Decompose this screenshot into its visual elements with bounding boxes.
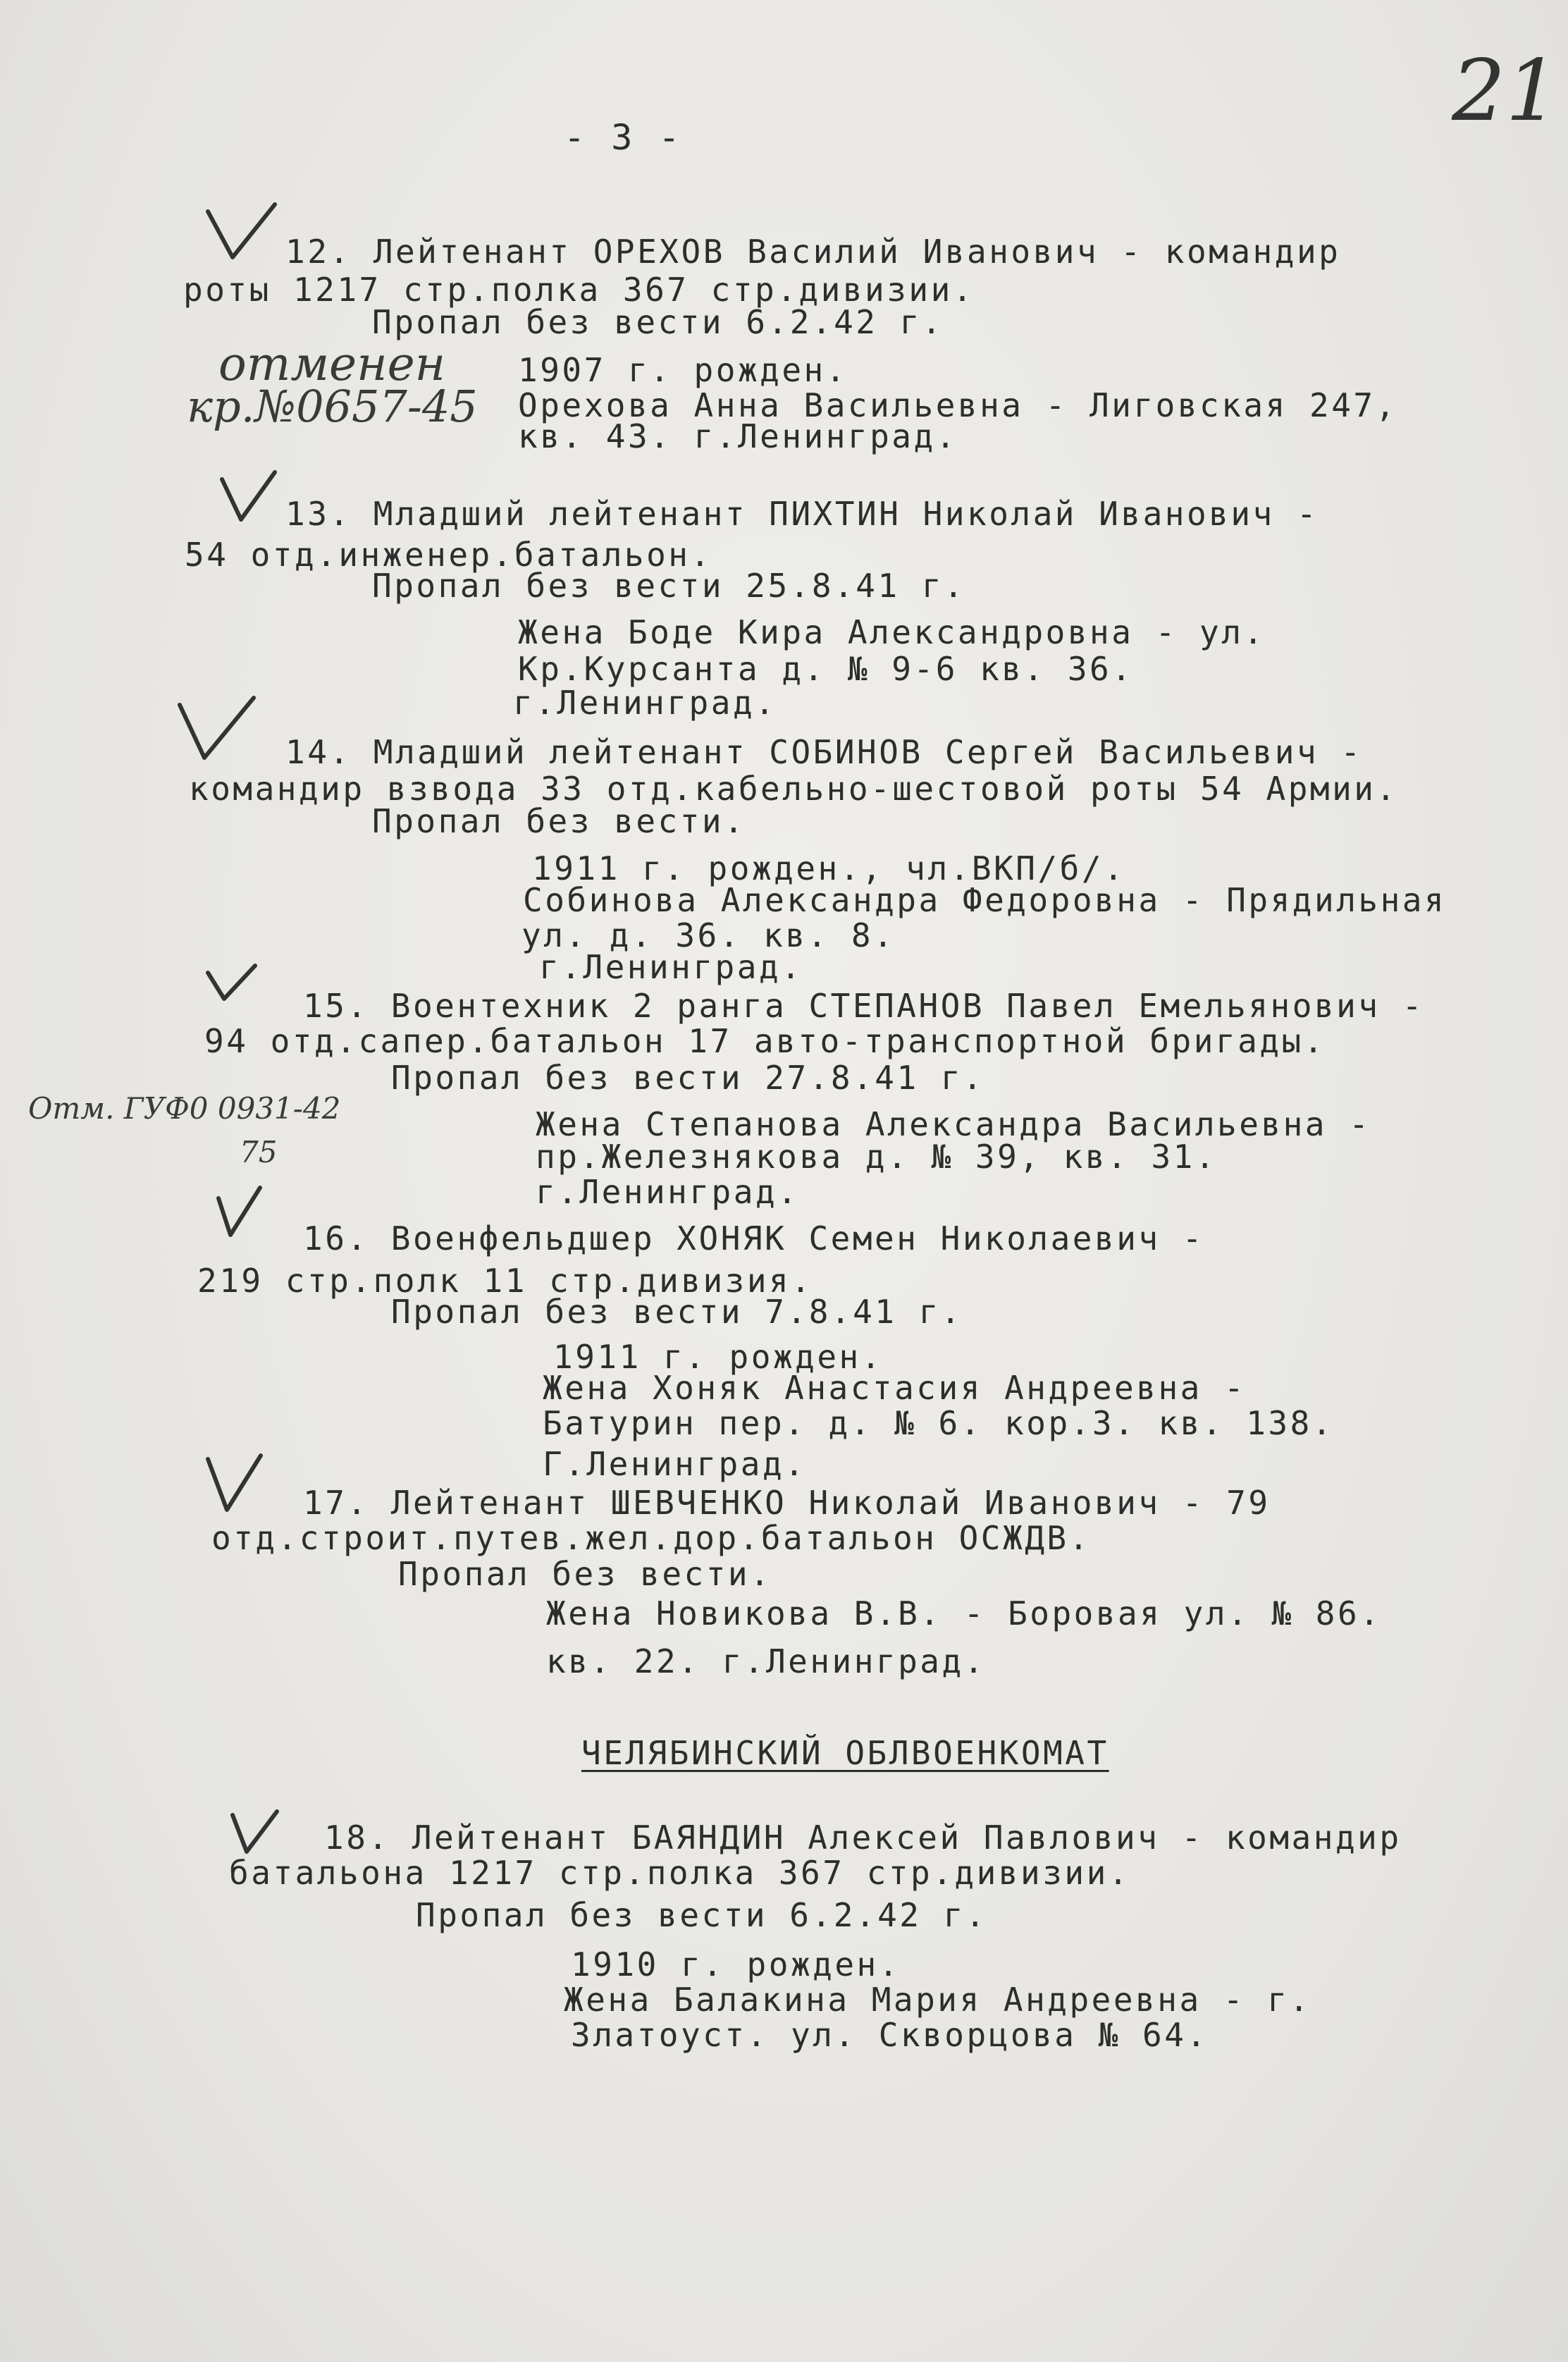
entry-line: 13. Младший лейтенант ПИХТИН Николай Иванович - xyxy=(285,495,1319,533)
handwritten-note: отменен xyxy=(218,337,446,391)
entry-line: Жена Хоняк Анастасия Андреевна - xyxy=(543,1369,1247,1407)
entry-line: Жена Новикова В.В. - Боровая ул. № 86. xyxy=(546,1594,1382,1632)
handwritten-note: кр.№0657-45 xyxy=(187,381,478,432)
archive-number: 21 xyxy=(1452,42,1560,140)
entry-line: 1910 г. рожден. xyxy=(571,1945,901,1983)
check-mark-icon xyxy=(229,1808,282,1857)
entry-line: 1911 г. рожден. xyxy=(553,1338,883,1376)
entry-line: Пропал без вести 27.8.41 г. xyxy=(391,1059,985,1097)
entry-line: Пропал без вести 6.2.42 г. xyxy=(372,303,944,341)
entry-line: 219 стр.полк 11 стр.дивизия. xyxy=(197,1262,813,1300)
entry-line: Пропал без вести 6.2.42 г. xyxy=(416,1896,988,1934)
check-mark-icon xyxy=(204,1452,268,1515)
entry-line: кв. 43. г.Ленинград. xyxy=(518,417,958,455)
entry-line: 94 отд.сапер.батальон 17 авто-транспортной бригады. xyxy=(204,1022,1326,1060)
entry-line: Батурин пер. д. № 6. кор.3. кв. 138. xyxy=(543,1404,1334,1442)
entry-line: ул. д. 36. кв. 8. xyxy=(521,916,896,954)
entry-line: командир взвода 33 отд.кабельно-шестовой роты 54 Армии. xyxy=(189,770,1398,808)
entry-line: Пропал без вести 7.8.41 г. xyxy=(391,1293,963,1331)
entry-line: Златоуст. ул. Скворцова № 64. xyxy=(571,2016,1209,2054)
entry-line: Пропал без вести. xyxy=(372,802,746,840)
entry-line: Орехова Анна Васильевна - Лиговская 247, xyxy=(518,386,1397,424)
entry-line: 18. Лейтенант БАЯНДИН Алексей Павлович - командир xyxy=(324,1819,1402,1857)
entry-line: г.Ленинград. xyxy=(536,1173,800,1211)
entry-line: Жена Балакина Мария Андреевна - г. xyxy=(564,1981,1311,2019)
entry-line: 54 отд.инженер.батальон. xyxy=(185,536,712,574)
entry-line: батальона 1217 стр.полка 367 стр.дивизии. xyxy=(229,1854,1130,1892)
entry-line: 1907 г. рожден. xyxy=(518,351,848,389)
entry-line: 16. Военфельдшер ХОНЯК Семен Николаевич - xyxy=(303,1219,1204,1257)
entry-line: г.Ленинград. xyxy=(539,948,803,986)
section-heading: ЧЕЛЯБИНСКИЙ ОБЛВОЕНКОМАТ xyxy=(581,1734,1109,1772)
entry-line: 17. Лейтенант ШЕВЧЕНКО Николай Иванович - 79 xyxy=(303,1484,1271,1522)
check-mark-icon xyxy=(215,1184,264,1241)
entry-line: г.Ленинград. xyxy=(513,684,777,722)
check-mark-icon xyxy=(204,201,282,264)
entry-line: 12. Лейтенант ОРЕХОВ Василий Иванович - командир xyxy=(285,233,1341,271)
page-number: - 3 - xyxy=(564,117,683,158)
check-mark-icon xyxy=(218,469,282,525)
entry-line: роты 1217 стр.полка 367 стр.дивизии. xyxy=(183,271,975,309)
handwritten-note: Отм. ГУФ0 0931-42 xyxy=(28,1091,341,1126)
entry-line: 15. Воентехник 2 ранга СТЕПАНОВ Павел Емельянович - xyxy=(303,987,1424,1025)
entry-line: 14. Младший лейтенант СОБИНОВ Сергей Васильевич - xyxy=(285,733,1363,771)
entry-line: Г.Ленинград. xyxy=(543,1445,807,1483)
entry-line: Кр.Курсанта д. № 9-6 кв. 36. xyxy=(518,650,1134,688)
entry-line: Жена Степанова Александра Васильевна - xyxy=(536,1105,1371,1143)
check-mark-icon xyxy=(176,694,261,765)
entry-line: кв. 22. г.Ленинград. xyxy=(546,1642,986,1680)
entry-line: Жена Боде Кира Александровна - ул. xyxy=(518,613,1266,651)
entry-line: Собинова Александра Федоровна - Прядильная xyxy=(523,881,1447,919)
entry-line: 1911 г. рожден., чл.ВКП/б/. xyxy=(532,849,1126,887)
check-mark-icon xyxy=(204,962,261,1004)
handwritten-note: 75 xyxy=(240,1135,278,1169)
entry-line: Пропал без вести. xyxy=(398,1555,772,1593)
entry-line: Пропал без вести 25.8.41 г. xyxy=(372,567,966,605)
entry-line: пр.Железнякова д. № 39, кв. 31. xyxy=(536,1138,1218,1176)
entry-line: отд.строит.путев.жел.дор.батальон ОСЖДВ. xyxy=(211,1519,1091,1557)
